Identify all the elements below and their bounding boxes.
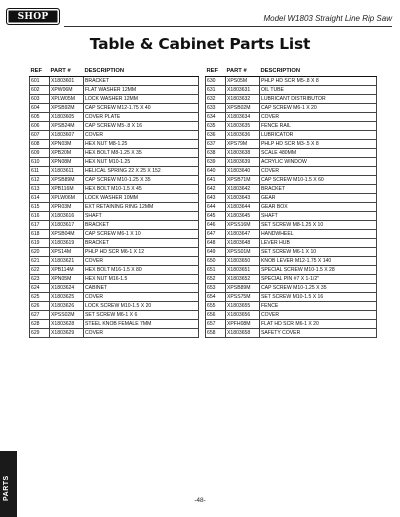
- table-row: [206, 247, 377, 256]
- description-cell: COVER: [84, 292, 199, 301]
- header-rule: [64, 26, 392, 27]
- ref-cell: 605: [30, 112, 50, 121]
- description-header: DESCRIPTION: [260, 67, 377, 76]
- description-cell: FENCE: [260, 301, 377, 310]
- table-row: [30, 94, 199, 103]
- description-cell: CAP SCREW M10-1.5 X 60: [260, 175, 377, 184]
- table-row: [30, 274, 199, 283]
- part-number-cell: XPS05M: [226, 76, 260, 85]
- description-cell: BRACKET: [260, 184, 377, 193]
- description-cell: CAP SCREW M10-1.25 X 35: [84, 175, 199, 184]
- table-row: [30, 256, 199, 265]
- table-row: [30, 157, 199, 166]
- ref-cell: 642: [206, 184, 226, 193]
- ref-cell: 622: [30, 265, 50, 274]
- table-header-row: [30, 67, 199, 76]
- part-number-cell: X1803640: [226, 166, 260, 175]
- description-cell: STEEL KNOB FEMALE 7MM: [84, 319, 199, 328]
- table-row: [206, 76, 377, 85]
- ref-cell: 635: [206, 121, 226, 130]
- description-cell: FLAT WASHER 12MM: [84, 85, 199, 94]
- table-row: [30, 211, 199, 220]
- description-cell: GEAR BOX: [260, 202, 377, 211]
- table-row: [30, 265, 199, 274]
- part-number-cell: X1803656: [226, 310, 260, 319]
- table-row: [206, 130, 377, 139]
- description-cell: SHAFT: [260, 211, 377, 220]
- description-cell: BRACKET: [84, 220, 199, 229]
- table-row: [206, 157, 377, 166]
- description-cell: SET SCREW M6-1 X 6: [84, 310, 199, 319]
- table-row: [206, 328, 377, 337]
- ref-cell: 637: [206, 139, 226, 148]
- table-row: [206, 184, 377, 193]
- ref-cell: 606: [30, 121, 50, 130]
- ref-cell: 652: [206, 274, 226, 283]
- ref-cell: 603: [30, 94, 50, 103]
- table-row: [206, 265, 377, 274]
- description-cell: HEX NUT M16-1.5: [84, 274, 199, 283]
- description-cell: HEX NUT M8-1.25: [84, 139, 199, 148]
- part-number-cell: XPW06M: [50, 85, 84, 94]
- description-cell: EXT RETAINING RING 12MM: [84, 202, 199, 211]
- table-row: [206, 283, 377, 292]
- ref-cell: 656: [206, 310, 226, 319]
- part-number-cell: X1803629: [50, 328, 84, 337]
- table-row: [206, 193, 377, 202]
- ref-cell: 619: [30, 238, 50, 247]
- part-number-cell: X1803621: [50, 256, 84, 265]
- part-number-cell: X1803625: [50, 292, 84, 301]
- part-number-cell: XPFH08M: [226, 319, 260, 328]
- ref-cell: 612: [30, 175, 50, 184]
- ref-cell: 608: [30, 139, 50, 148]
- ref-cell: 651: [206, 265, 226, 274]
- shop-fox-logo: SHOP FOX: [6, 8, 60, 25]
- table-row: [206, 229, 377, 238]
- table-row: [30, 301, 199, 310]
- table-row: [30, 193, 199, 202]
- ref-cell: 657: [206, 319, 226, 328]
- table-row: [206, 94, 377, 103]
- part-number-cell: X1803658: [226, 328, 260, 337]
- ref-cell: 658: [206, 328, 226, 337]
- ref-cell: 617: [30, 220, 50, 229]
- part-number-cell: XPN05M: [50, 274, 84, 283]
- part-number-cell: X1803651: [226, 265, 260, 274]
- description-cell: HEX BOLT M8-1.25 X 35: [84, 148, 199, 157]
- ref-cell: 644: [206, 202, 226, 211]
- table-row: [30, 238, 199, 247]
- ref-cell: 601: [30, 76, 50, 85]
- description-cell: BRACKET: [84, 238, 199, 247]
- part-number-cell: XPB116M: [50, 184, 84, 193]
- description-cell: LOCK SCREW M10-1.5 X 20: [84, 301, 199, 310]
- ref-header: REF: [206, 67, 226, 76]
- description-cell: LEVER HUB: [260, 238, 377, 247]
- part-number-cell: X1803601: [50, 76, 84, 85]
- part-number-cell: XPSB89M: [50, 175, 84, 184]
- ref-cell: 613: [30, 184, 50, 193]
- part-number-cell: X1803648: [226, 238, 260, 247]
- description-cell: SPECIAL PIN #7 X 1-1/2": [260, 274, 377, 283]
- table-row: [206, 292, 377, 301]
- ref-cell: 643: [206, 193, 226, 202]
- table-row: [206, 319, 377, 328]
- ref-cell: 616: [30, 211, 50, 220]
- part-number-cell: X1803632: [226, 94, 260, 103]
- table-row: [30, 139, 199, 148]
- description-cell: COVER: [84, 328, 199, 337]
- description-cell: COVER: [260, 310, 377, 319]
- model-title: Model W1803 Straight Line Rip Saw: [263, 14, 392, 23]
- part-number-cell: XPSS02M: [50, 310, 84, 319]
- description-cell: FLAT HD SCR M6-1 X 20: [260, 319, 377, 328]
- ref-cell: 618: [30, 229, 50, 238]
- part-number-cell: XPB114M: [50, 265, 84, 274]
- table-row: [30, 121, 199, 130]
- description-cell: SHAFT: [84, 211, 199, 220]
- table-row: [30, 166, 199, 175]
- description-cell: HEX NUT M10-1.25: [84, 157, 199, 166]
- ref-cell: 640: [206, 166, 226, 175]
- ref-cell: 648: [206, 238, 226, 247]
- ref-cell: 611: [30, 166, 50, 175]
- description-cell: SCALE 480MM: [260, 148, 377, 157]
- parts-table: [205, 67, 377, 338]
- part-number-cell: X1803616: [50, 211, 84, 220]
- part-number-cell: XPSS75M: [226, 292, 260, 301]
- part-number-cell: X1803655: [226, 301, 260, 310]
- part-number-header: PART #: [226, 67, 260, 76]
- table-row: [206, 310, 377, 319]
- part-number-cell: X1803644: [226, 202, 260, 211]
- ref-cell: 654: [206, 292, 226, 301]
- page-title: Table & Cabinet Parts List: [89, 35, 311, 53]
- table-row: [30, 112, 199, 121]
- table-row: [206, 211, 377, 220]
- part-number-cell: XPS14M: [50, 247, 84, 256]
- part-number-cell: X1803636: [226, 130, 260, 139]
- table-row: [206, 112, 377, 121]
- description-cell: HELICAL SPRING 22 X 25 X 152: [84, 166, 199, 175]
- table-row: [206, 220, 377, 229]
- ref-cell: 615: [30, 202, 50, 211]
- description-cell: SET SCREW M10-1.5 X 16: [260, 292, 377, 301]
- part-number-cell: X1803645: [226, 211, 260, 220]
- table-row: [206, 166, 377, 175]
- part-number-cell: X1803650: [226, 256, 260, 265]
- ref-cell: 633: [206, 103, 226, 112]
- part-number-cell: XPLW05M: [50, 94, 84, 103]
- part-number-cell: XPN03M: [50, 139, 84, 148]
- part-number-cell: X1803605: [50, 112, 84, 121]
- table-row: [30, 283, 199, 292]
- part-number-cell: X1803638: [226, 148, 260, 157]
- description-cell: PHLP HD SCR M5-.8 X 8: [260, 76, 377, 85]
- description-cell: SAFETY COVER: [260, 328, 377, 337]
- section-tab-label: PARTS: [3, 475, 10, 501]
- ref-cell: 646: [206, 220, 226, 229]
- ref-cell: 655: [206, 301, 226, 310]
- part-number-cell: X1803631: [226, 85, 260, 94]
- table-row: [30, 247, 199, 256]
- description-cell: COVER: [260, 166, 377, 175]
- part-number-cell: X1803617: [50, 220, 84, 229]
- part-number-cell: XPSB89M: [226, 283, 260, 292]
- description-cell: HANDWHEEL: [260, 229, 377, 238]
- part-number-cell: X1803619: [50, 238, 84, 247]
- description-cell: HEX BOLT M16-1.5 X 80: [84, 265, 199, 274]
- table-row: [206, 238, 377, 247]
- parts-table-right: [205, 67, 377, 338]
- table-row: [30, 310, 199, 319]
- ref-cell: 602: [30, 85, 50, 94]
- table-row: [30, 175, 199, 184]
- description-cell: PHLP HD SCR M3-.5 X 8: [260, 139, 377, 148]
- ref-cell: 653: [206, 283, 226, 292]
- part-number-cell: X1803647: [226, 229, 260, 238]
- ref-cell: 634: [206, 112, 226, 121]
- table-row: [30, 292, 199, 301]
- ref-cell: 645: [206, 211, 226, 220]
- description-cell: LOCK WASHER 10MM: [84, 193, 199, 202]
- description-cell: CAP SCREW M6-1 X 20: [260, 103, 377, 112]
- table-row: [206, 274, 377, 283]
- table-row: [206, 121, 377, 130]
- part-number-cell: XPSB92M: [50, 103, 84, 112]
- table-row: [206, 139, 377, 148]
- description-cell: CAP SCREW M5-.8 X 16: [84, 121, 199, 130]
- table-row: [30, 103, 199, 112]
- part-number-cell: X1803639: [226, 157, 260, 166]
- table-row: [206, 202, 377, 211]
- table-row: [30, 328, 199, 337]
- table-header-row: [206, 67, 377, 76]
- part-number-cell: X1803611: [50, 166, 84, 175]
- table-row: [206, 175, 377, 184]
- ref-cell: 620: [30, 247, 50, 256]
- part-number-header: PART #: [50, 67, 84, 76]
- ref-cell: 629: [30, 328, 50, 337]
- ref-cell: 626: [30, 301, 50, 310]
- part-number-cell: X1803628: [50, 319, 84, 328]
- description-cell: GEAR: [260, 193, 377, 202]
- ref-cell: 632: [206, 94, 226, 103]
- ref-cell: 636: [206, 130, 226, 139]
- description-cell: SPECIAL SCREW M10-1.5 X 28: [260, 265, 377, 274]
- description-header: DESCRIPTION: [84, 67, 199, 76]
- part-number-cell: XPR03M: [50, 202, 84, 211]
- ref-cell: 630: [206, 76, 226, 85]
- part-number-cell: X1803635: [226, 121, 260, 130]
- table-row: [30, 229, 199, 238]
- parts-table: [29, 67, 199, 338]
- table-row: [30, 130, 199, 139]
- description-cell: OIL TUBE: [260, 85, 377, 94]
- table-row: [30, 319, 199, 328]
- page-number: -48-: [194, 497, 206, 504]
- ref-cell: 625: [30, 292, 50, 301]
- table-row: [30, 148, 199, 157]
- ref-cell: 604: [30, 103, 50, 112]
- description-cell: COVER: [260, 112, 377, 121]
- part-number-cell: XPSB24M: [50, 121, 84, 130]
- table-row: [206, 256, 377, 265]
- part-number-cell: X1803634: [226, 112, 260, 121]
- ref-cell: 638: [206, 148, 226, 157]
- ref-cell: 609: [30, 148, 50, 157]
- description-cell: LUBRICATOR: [260, 130, 377, 139]
- description-cell: COVER: [84, 256, 199, 265]
- description-cell: CABINET: [84, 283, 199, 292]
- table-row: [30, 220, 199, 229]
- ref-cell: 624: [30, 283, 50, 292]
- description-cell: BRACKET: [84, 76, 199, 85]
- part-number-cell: X1803652: [226, 274, 260, 283]
- description-cell: LUBRICANT DISTRIBUTOR: [260, 94, 377, 103]
- part-number-cell: X1803624: [50, 283, 84, 292]
- table-row: [206, 301, 377, 310]
- part-number-cell: X1803607: [50, 130, 84, 139]
- ref-cell: 631: [206, 85, 226, 94]
- ref-cell: 627: [30, 310, 50, 319]
- ref-cell: 614: [30, 193, 50, 202]
- ref-header: REF: [30, 67, 50, 76]
- description-cell: COVER PLATE: [84, 112, 199, 121]
- part-number-cell: XPSB02M: [226, 103, 260, 112]
- part-number-cell: X1803643: [226, 193, 260, 202]
- part-number-cell: XPS79M: [226, 139, 260, 148]
- part-number-cell: XPB20M: [50, 148, 84, 157]
- part-number-cell: XPSB71M: [226, 175, 260, 184]
- description-cell: CAP SCREW M12-1.75 X 40: [84, 103, 199, 112]
- table-row: [30, 184, 199, 193]
- parts-table-left: [29, 67, 199, 338]
- description-cell: SET SCREW M6-1 X 10: [260, 247, 377, 256]
- table-row: [30, 76, 199, 85]
- description-cell: LOCK WASHER 12MM: [84, 94, 199, 103]
- ref-cell: 623: [30, 274, 50, 283]
- ref-cell: 650: [206, 256, 226, 265]
- description-cell: COVER: [84, 130, 199, 139]
- part-number-cell: X1803642: [226, 184, 260, 193]
- table-row: [30, 202, 199, 211]
- parts-section-tab: [0, 451, 17, 517]
- table-row: [206, 148, 377, 157]
- part-number-cell: XPLW06M: [50, 193, 84, 202]
- description-cell: PHLP HD SCR M6-1 X 12: [84, 247, 199, 256]
- description-cell: ACRYLIC WINDOW: [260, 157, 377, 166]
- description-cell: CAP SCREW M6-1 X 10: [84, 229, 199, 238]
- part-number-cell: XPSB04M: [50, 229, 84, 238]
- part-number-cell: XPSS01M: [226, 247, 260, 256]
- description-cell: HEX BOLT M10-1.5 X 45: [84, 184, 199, 193]
- part-number-cell: X1803626: [50, 301, 84, 310]
- description-cell: CAP SCREW M10-1.25 X 35: [260, 283, 377, 292]
- ref-cell: 639: [206, 157, 226, 166]
- table-row: [30, 85, 199, 94]
- table-row: [206, 103, 377, 112]
- ref-cell: 628: [30, 319, 50, 328]
- ref-cell: 607: [30, 130, 50, 139]
- part-number-cell: XPN08M: [50, 157, 84, 166]
- description-cell: KNOB LEVER M12-1.75 X 140: [260, 256, 377, 265]
- description-cell: FENCE RAIL: [260, 121, 377, 130]
- ref-cell: 647: [206, 229, 226, 238]
- part-number-cell: XPSS16M: [226, 220, 260, 229]
- ref-cell: 641: [206, 175, 226, 184]
- ref-cell: 610: [30, 157, 50, 166]
- description-cell: SET SCREW M8-1.25 X 10: [260, 220, 377, 229]
- ref-cell: 649: [206, 247, 226, 256]
- ref-cell: 621: [30, 256, 50, 265]
- table-row: [206, 85, 377, 94]
